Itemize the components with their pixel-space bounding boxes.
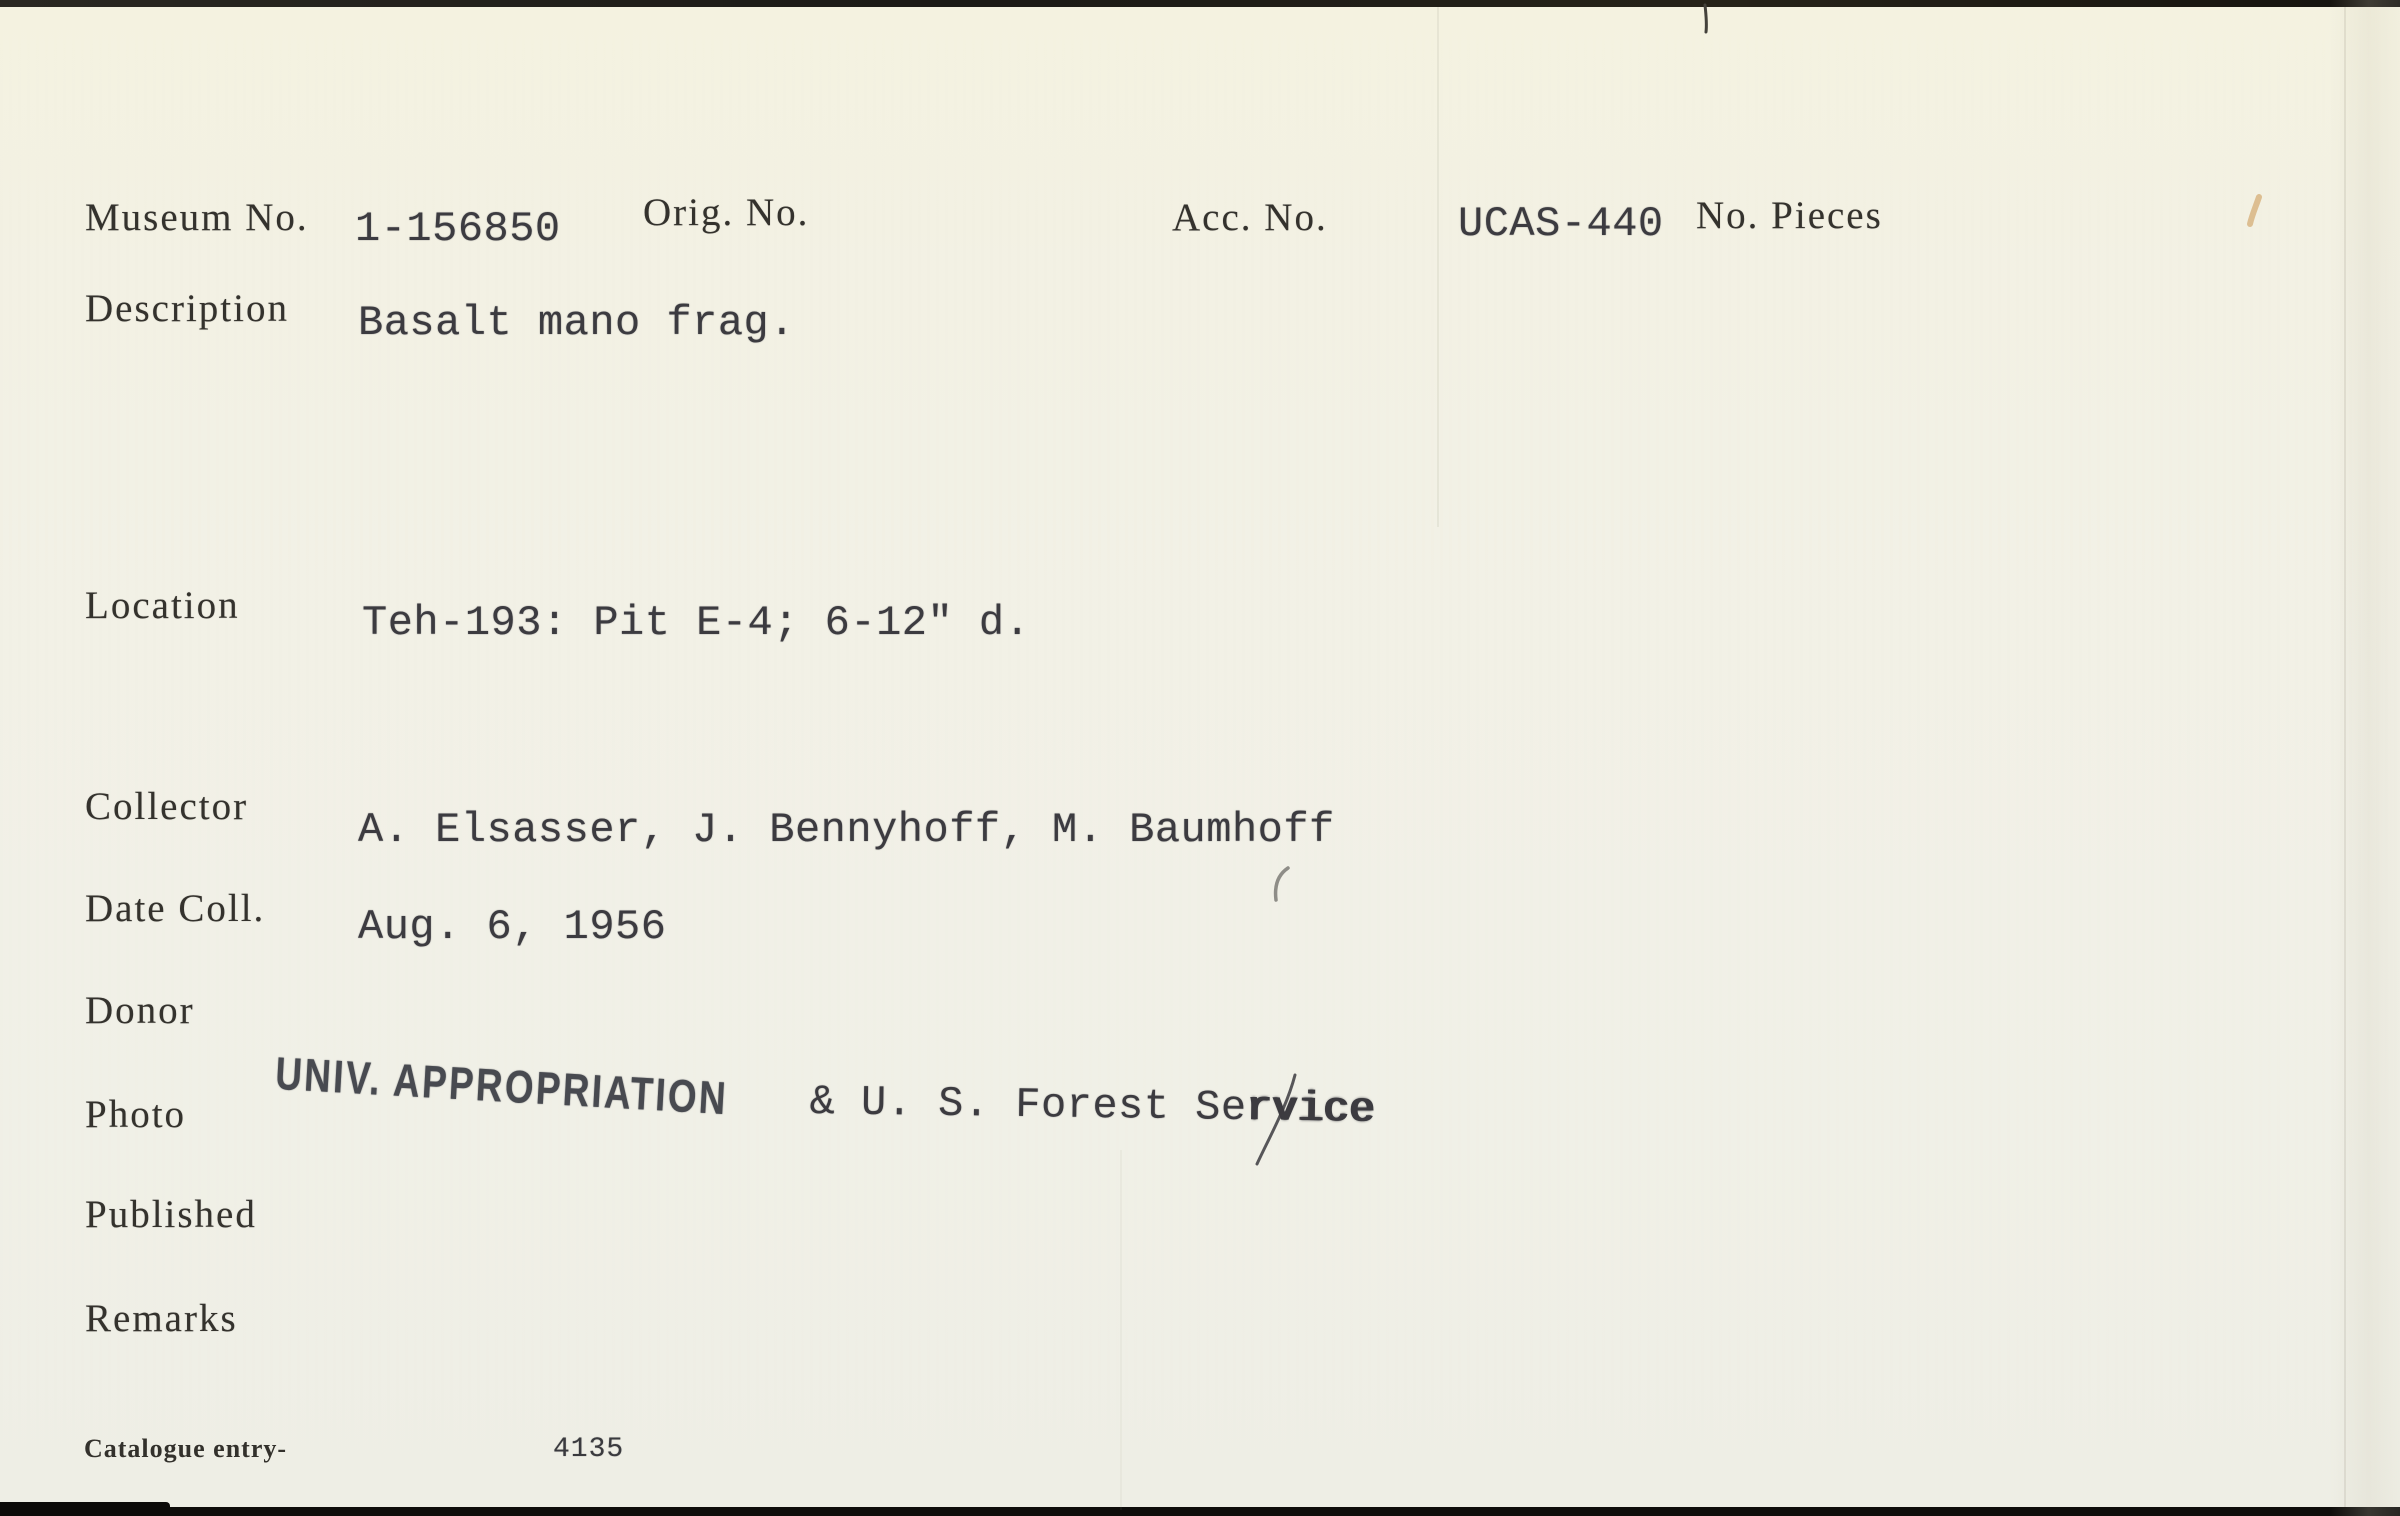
paper-crease (2344, 7, 2346, 1507)
scan-top-edge (0, 0, 2400, 7)
collector-label: Collector (85, 785, 249, 828)
museum-no-value: 1-156850 (355, 205, 561, 253)
orig-no-label: Orig. No. (643, 191, 810, 234)
museum-no-label: Museum No. (85, 196, 309, 239)
catalogue-entry-number: 4135 (553, 1434, 625, 1465)
no-pieces-label: No. Pieces (1696, 194, 1883, 237)
remarks-label: Remarks (85, 1297, 238, 1340)
stray-pen-tick (1276, 868, 1288, 900)
date-coll-value: Aug. 6, 1956 (358, 903, 667, 951)
paper-scuff-mark (2250, 197, 2259, 224)
photo-value-overstruck-text: rvice (1246, 1084, 1376, 1134)
scan-bottom-edge-corner (0, 1502, 170, 1516)
collector-value: A. Elsasser, J. Bennyhoff, M. Baumhoff (358, 806, 1335, 854)
scan-artifact-hairline (1705, 5, 1706, 32)
photo-value-text: & U. S. Forest Se (809, 1078, 1247, 1133)
description-value: Basalt mano frag. (358, 299, 795, 347)
acc-no-value: UCAS-440 (1458, 200, 1664, 248)
published-label: Published (85, 1193, 257, 1236)
paper-right-edge-shading (2330, 0, 2400, 1516)
acc-no-label: Acc. No. (1172, 196, 1328, 239)
scan-bottom-edge (0, 1507, 2400, 1516)
paper-crease (1437, 7, 1439, 527)
photo-value (809, 1078, 1375, 1134)
description-label: Description (85, 287, 289, 330)
photo-label: Photo (85, 1093, 187, 1136)
catalogue-entry-label: Catalogue entry- (84, 1434, 288, 1463)
univ-appropriation-stamp: UNIV. APPROPRIATION (274, 1046, 730, 1125)
paper-crease (1120, 1150, 1122, 1510)
location-value: Teh-193: Pit E-4; 6-12" d. (362, 599, 1031, 647)
date-coll-label: Date Coll. (85, 887, 266, 930)
location-label: Location (85, 584, 240, 627)
donor-label: Donor (85, 989, 195, 1032)
